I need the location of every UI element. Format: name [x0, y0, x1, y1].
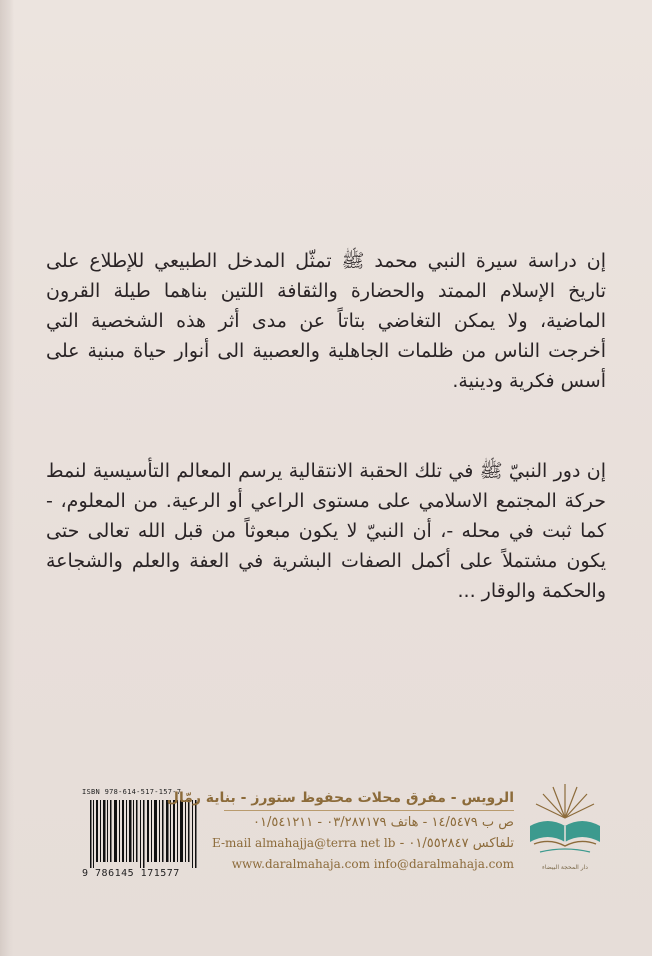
publisher-web-line: [214, 854, 514, 875]
contact-divider: [224, 810, 514, 811]
publisher-phone: ص ب ١٤/٥٤٧٩ - هاتف ٠٣/٢٨٧١٧٩ - ٠١/٥٤١٢١١: [253, 815, 514, 830]
blurb-paragraph-2: [46, 456, 606, 606]
publisher-address: الرويس - مفرق محلات محفوظ ستورز - بناية رمّال: [166, 790, 514, 806]
publisher-logo: [520, 780, 610, 880]
publisher-fax: تلفاكس ٠١/٥٥٢٨٤٧ -: [399, 836, 514, 851]
isbn-label: ISBN 978-614-517-157-7: [82, 788, 182, 796]
blurb-paragraph-1: [46, 246, 606, 396]
book-rays-logo-icon: [520, 780, 610, 864]
blurb-text-2: إن دور النبيّ ﷺ في تلك الحقبة الانتقالية يرسم المعالم التأسيسية لنمط حركة المجتمع الاسلامي على مستوى الراعي أو الرعية. من المعلوم، - كما ثبت في محله -، أن النبيّ لا يكون مبعوثاً من قبل الله تعالى حتى يكون مشتملاً على أكمل الصفات البشرية في العفة والعلم والشجاعة والحكمة والوقار ...: [46, 460, 606, 602]
publisher-email[interactable]: E-mail almahajja@terra net lb: [212, 836, 396, 850]
publisher-web[interactable]: www.daralmahaja.com info@daralmahaja.com: [231, 857, 514, 871]
publisher-footer: [0, 780, 652, 930]
publisher-contact: [166, 788, 514, 875]
barcode-number: 9 786145 171577: [82, 868, 180, 879]
barcode-bars-icon: [90, 800, 200, 868]
logo-caption: دار المحجة البيضاء: [542, 864, 588, 871]
publisher-fax-email: [214, 833, 514, 854]
blurb-text-1: إن دراسة سيرة النبي محمد ﷺ تمثّل المدخل الطبيعي للإطلاع على تاريخ الإسلام الممتد والحضارة والثقافة اللتين بناهما طيلة القرون الماضية، ولا يمكن التغاضي بتاتاً عن مدى أثر هذه الشخصية التي أخرجت الناس من ظلمات الجاهلية والعصبية الى أنوار حياة مبنية على أسس فكرية ودينية.: [46, 250, 606, 392]
